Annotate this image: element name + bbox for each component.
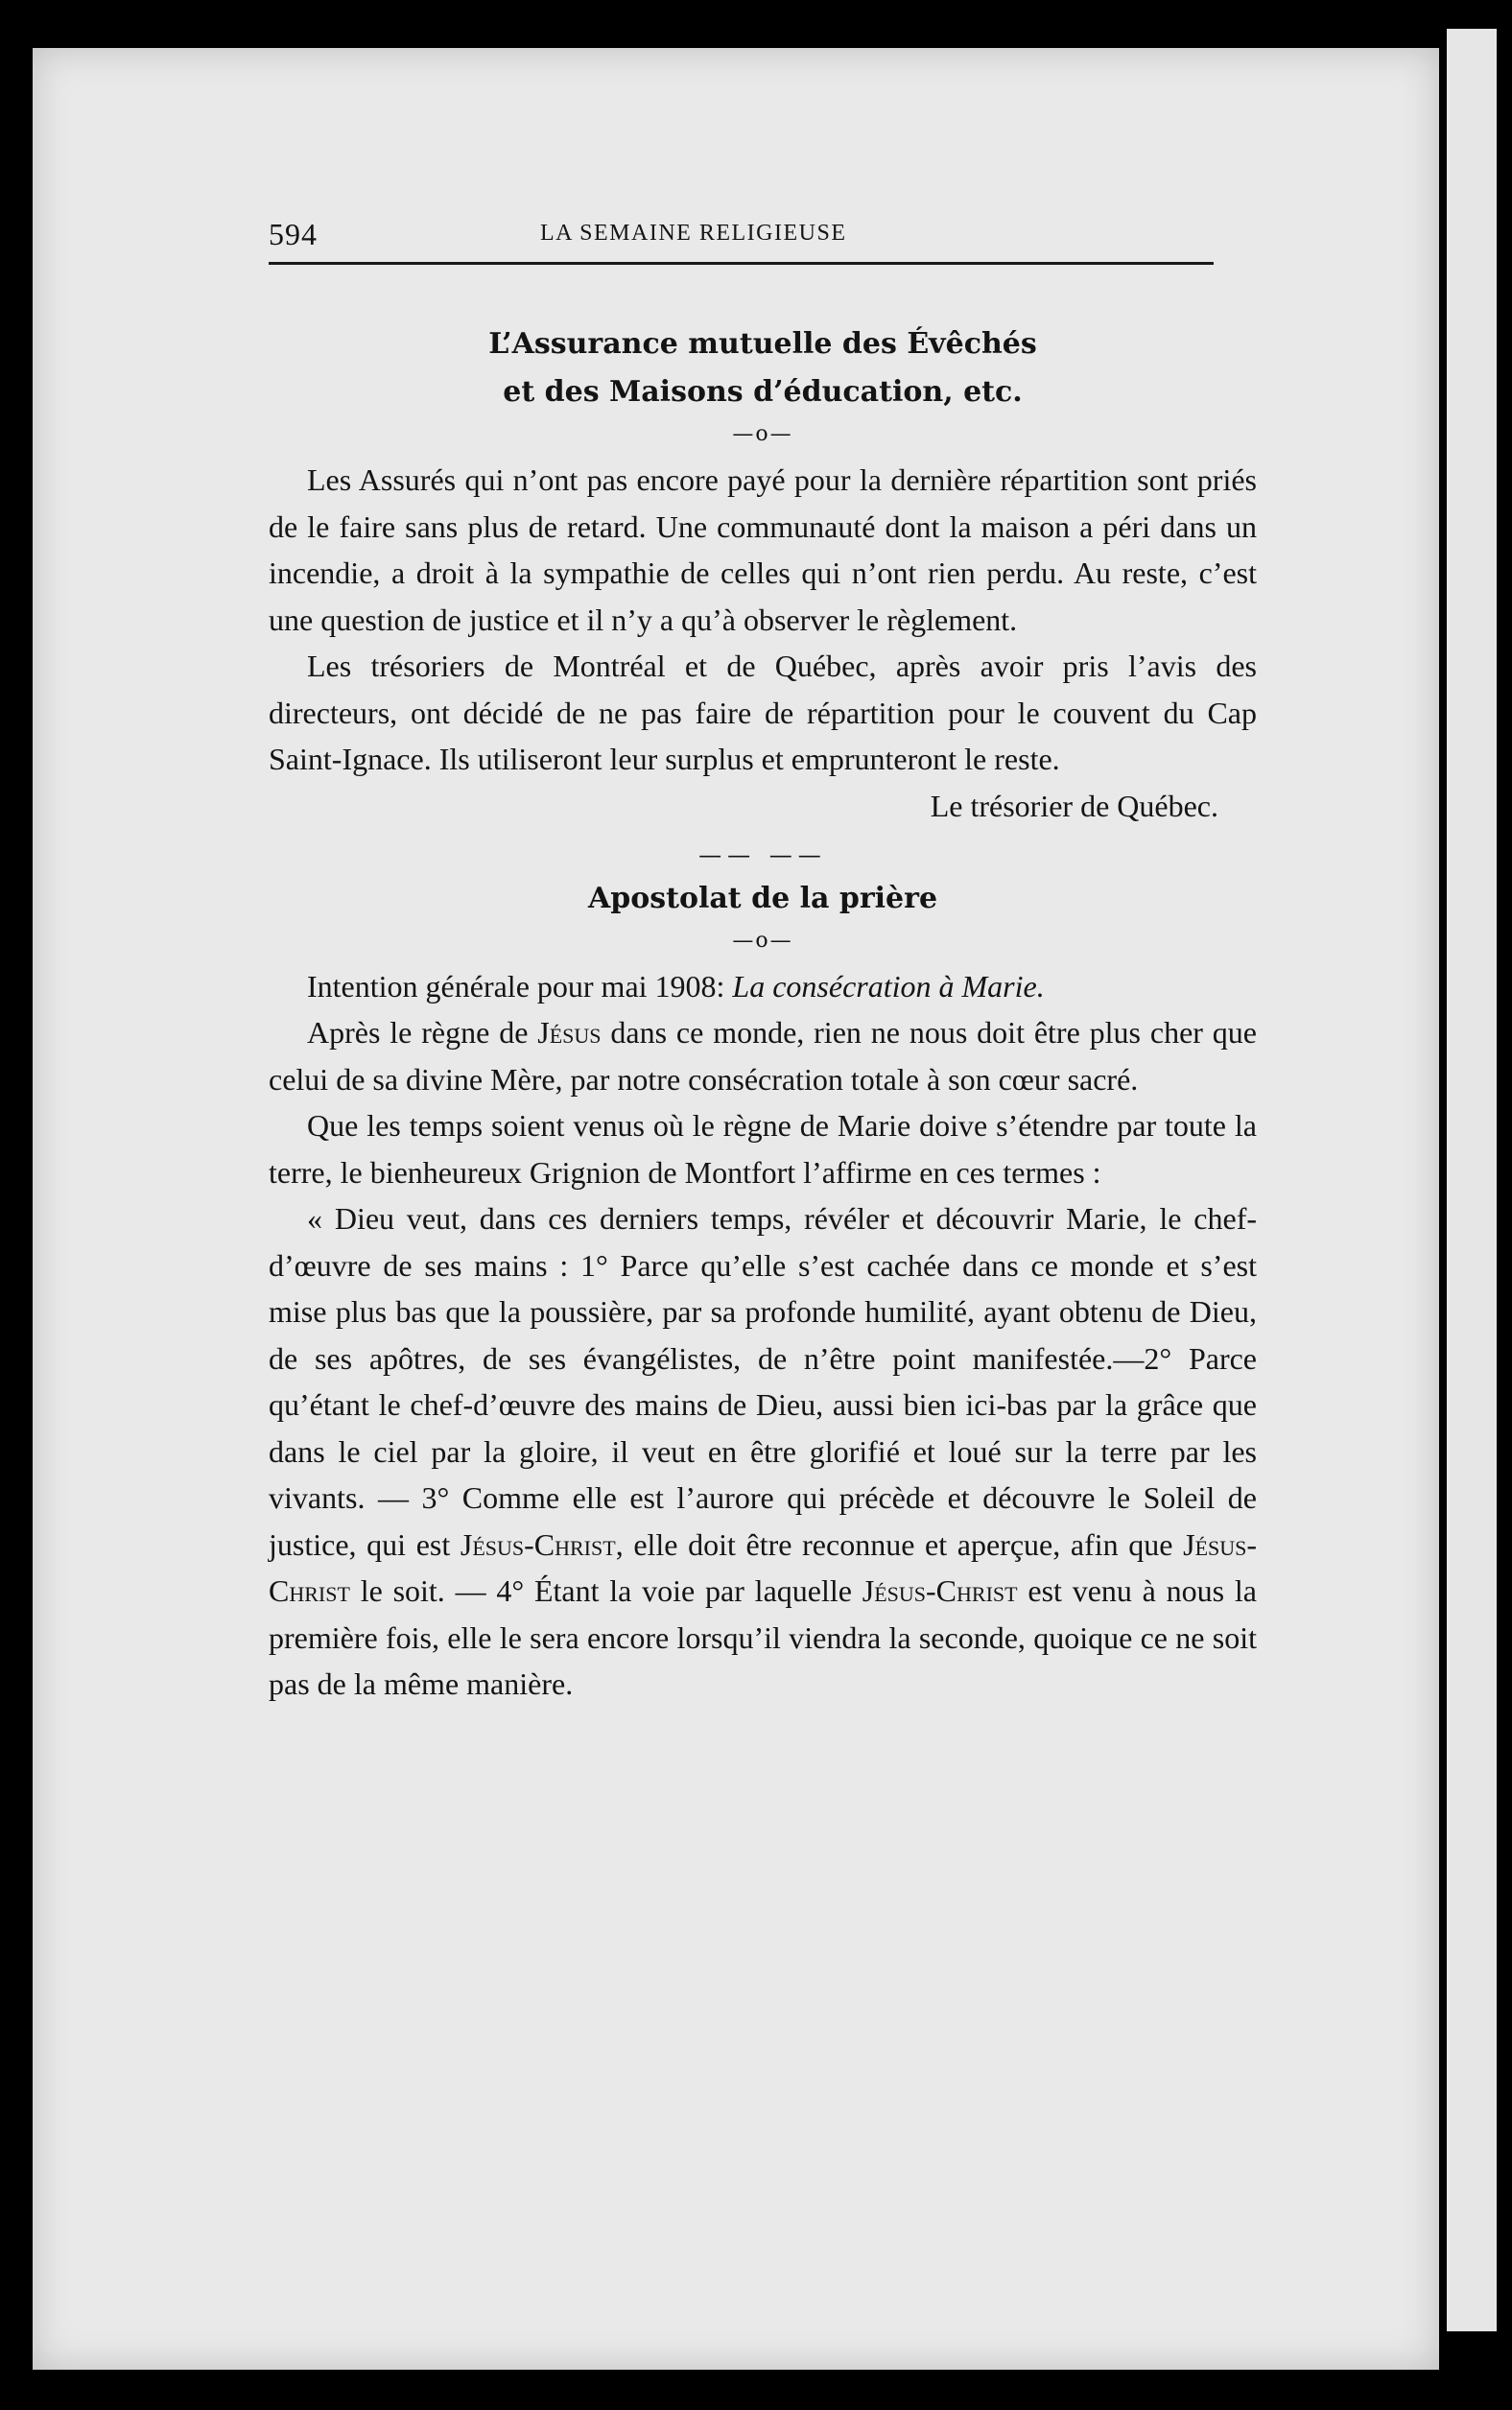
adjacent-page-edge bbox=[1447, 29, 1497, 2331]
para1-part-a: Après le règne de bbox=[307, 1015, 538, 1050]
intention-subject: La consécration à Marie. bbox=[732, 968, 1045, 1004]
text-column bbox=[269, 209, 1257, 1708]
page-number: 594 bbox=[269, 217, 318, 251]
quote-part-a: « Dieu veut, dans ces derniers temps, révéler et découvrir Marie, le chef-d’œuvre de ses mains : 1° Parce qu’elle s’est cachée dans ce monde et s’est mise plus bas que la poussière, par sa profonde humilité, ayant obtenu de Dieu, de ses apôtres, de ses évangélistes, de n’être point manifestée.—2° Parce qu’étant le chef-d’œuvre des mains de Dieu, aussi bien ici-bas par la grâce que dans le ciel par la gloire, il veut en être glorifié et loué sur la terre par les vivants. — 3° Comme elle est l’aurore qui précède et découvre le Soleil de justice, qui est bbox=[269, 1201, 1257, 1562]
intention-prefix: Intention générale pour mai 1908: bbox=[307, 968, 733, 1004]
article1-title-line2: et des Maisons d’éducation, etc. bbox=[503, 375, 1023, 409]
article1-paragraph-1: Les Assurés qui n’ont pas encore payé pour la dernière répartition sont priés de le faire sans plus de retard. Une communauté dont la maison a péri dans un incendie, a droit à la sympathie de celles qui n’ont rien perdu. Au reste, c’est une question de justice et il n’y a qu’à observer le règlement. bbox=[269, 462, 1257, 637]
article1-signature: Le trésorier de Québec. bbox=[930, 788, 1218, 823]
quote-part-c: le soit. — 4° Étant la voie par laquelle bbox=[349, 1573, 862, 1608]
article1-ornament: —o— bbox=[732, 422, 793, 446]
article2-title: Apostolat de la prière bbox=[587, 881, 938, 915]
article2-ornament: —o— bbox=[732, 928, 793, 953]
article2-paragraph-1 bbox=[269, 1009, 1257, 1102]
article2-intention bbox=[269, 963, 1257, 1010]
section-separator: —— —— bbox=[698, 840, 827, 868]
running-head bbox=[269, 209, 1257, 253]
header-rule bbox=[269, 262, 1214, 265]
quote-part-d: est venu à nous la première fois, elle le sera encore lorsqu’il viendra la seconde, quoique ce ne soit pas de la même manière. bbox=[269, 1573, 1258, 1701]
article1-paragraph-2: Les trésoriers de Montréal et de Québec, après avoir pris l’avis des directeurs, ont décidé de ne pas faire de répartition pour le couvent du Cap Saint-Ignace. Ils utiliseront leur surplus et emprunteront le reste. bbox=[269, 649, 1257, 776]
quote-name-3: Jésus-Christ bbox=[862, 1573, 1018, 1608]
journal-title: LA SEMAINE RELIGIEUSE bbox=[540, 221, 847, 246]
article2-quotation bbox=[269, 1195, 1257, 1708]
quote-name-2: Jésus-Christ bbox=[269, 1526, 1258, 1608]
para1-part-b: dans ce monde, rien ne nous doit être plus cher que celui de sa divine Mère, par notre consécration totale à son cœur sacré. bbox=[269, 1015, 1258, 1097]
quote-part-b: , elle doit être reconnue et aperçue, afin que bbox=[615, 1526, 1184, 1562]
quote-name-1: Jésus-Christ bbox=[460, 1526, 616, 1562]
article2-paragraph-2: Que les temps soient venus où le règne de Marie doive s’étendre par toute la terre, le bienheureux Grignion de Montfort l’affirme en ces termes : bbox=[269, 1108, 1257, 1190]
para1-name-jesus: Jésus bbox=[537, 1015, 602, 1050]
article1-title-line1: L’Assurance mutuelle des Évêchés bbox=[488, 327, 1037, 361]
